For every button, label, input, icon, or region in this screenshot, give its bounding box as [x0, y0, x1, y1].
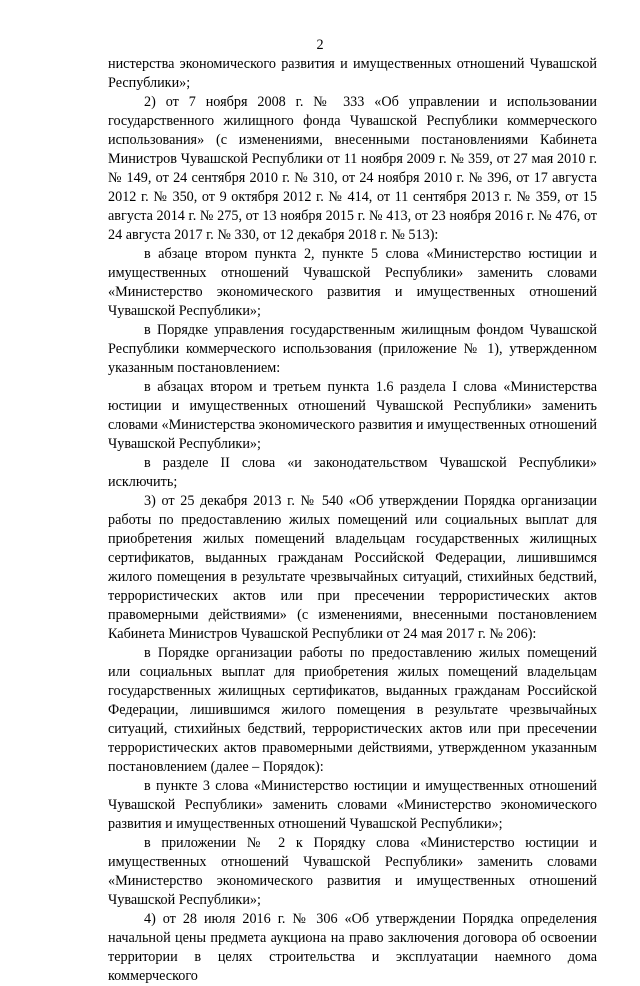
paragraph-procedure-intro: в Порядке управления государственным жилищным фондом Чувашской Республики коммерческого использования (приложение № 1), утвержденном указанным постановлением:: [108, 322, 597, 376]
paragraph-section-2: в разделе II слова «и законодательством Чувашской Республики» исключить;: [108, 455, 597, 490]
paragraph-appendix-2: в приложении № 2 к Порядку слова «Министерство юстиции и имущественных отношений Чувашской Республики» заменить словами «Министерство экономического развития и имущественных отношений Чувашской Республики»;: [108, 835, 597, 908]
paragraph-item-2: 2) от 7 ноября 2008 г. № 333 «Об управлении и использовании государственного жилищного фонда Чувашской Республики коммерческого использования» (с изменениями, внесенными постановлениями Кабинета Министров Чувашской Республики от 11 ноября 2009 г. № 359, от 27 мая 2010 г. № 149, от 24 сентября 2010 г. № 310, от 24 ноября 2010 г. № 396, от 17 августа 2012 г. № 350, от 9 октября 2012 г. № 414, от 11 сентября 2013 г. № 359, от 15 августа 2014 г. № 275, от 13 ноября 2015 г. № 413, от 23 ноября 2016 г. № 476, от 24 августа 2017 г. № 330, от 12 декабря 2018 г. № 513):: [108, 94, 597, 243]
page-number: 2: [316, 37, 324, 53]
paragraph-procedure-organization: в Порядке организации работы по предоставлению жилых помещений или социальных выплат для приобретения жилых помещений владельцам государственных жилищных сертификатов, выданных гражданам Российской Федерации, лишившимся жилого помещения в результате чрезвычайных ситуаций, стихийных бедствий, террористических актов или при пресечении террористических актов правомерными действиями, утвержденном указанным постановлением (далее – Порядок):: [108, 645, 597, 775]
paragraph-amendment-point-2-5: в абзаце втором пункта 2, пункте 5 слова «Министерство юстиции и имущественных отношений Чувашской Республики» заменить словами «Министерство экономического развития и имущественных отношений Чувашской Республики»;: [108, 246, 597, 319]
paragraph-item-3: 3) от 25 декабря 2013 г. № 540 «Об утверждении Порядка организации работы по предоставлению жилых помещений или социальных выплат для приобретения жилых помещений владельцам государственных жилищных сертификатов, выданных гражданам Российской Федерации, лишившимся жилого помещения в результате чрезвычайных ситуаций, стихийных бедствий, террористических актов или при пресечении террористических актов правомерными действиями» (с изменениями, внесенными постановлением Кабинета Министров Чувашской Республики от 24 мая 2017 г. № 206):: [108, 493, 597, 642]
paragraph-item-4: 4) от 28 июля 2016 г. № 306 «Об утверждении Порядка определения начальной цены предмета аукциона на право заключения договора об освоении территории в целях строительства и эксплуатации наемного дома коммерческого: [108, 911, 597, 984]
paragraph-amendment-point-1-6: в абзацах втором и третьем пункта 1.6 раздела I слова «Министерства юстиции и имущественных отношений Чувашской Республики» заменить словами «Министерства экономического развития и имущественных отношений Чувашской Республики»;: [108, 379, 597, 452]
document-body: [108, 55, 597, 986]
paragraph-point-3: в пункте 3 слова «Министерство юстиции и имущественных отношений Чувашской Республики» заменить словами «Министерство экономического развития и имущественных отношений Чувашской Республики»;: [108, 778, 597, 832]
paragraph-continuation: нистерства экономического развития и имущественных отношений Чувашской Республики»;: [108, 56, 597, 91]
